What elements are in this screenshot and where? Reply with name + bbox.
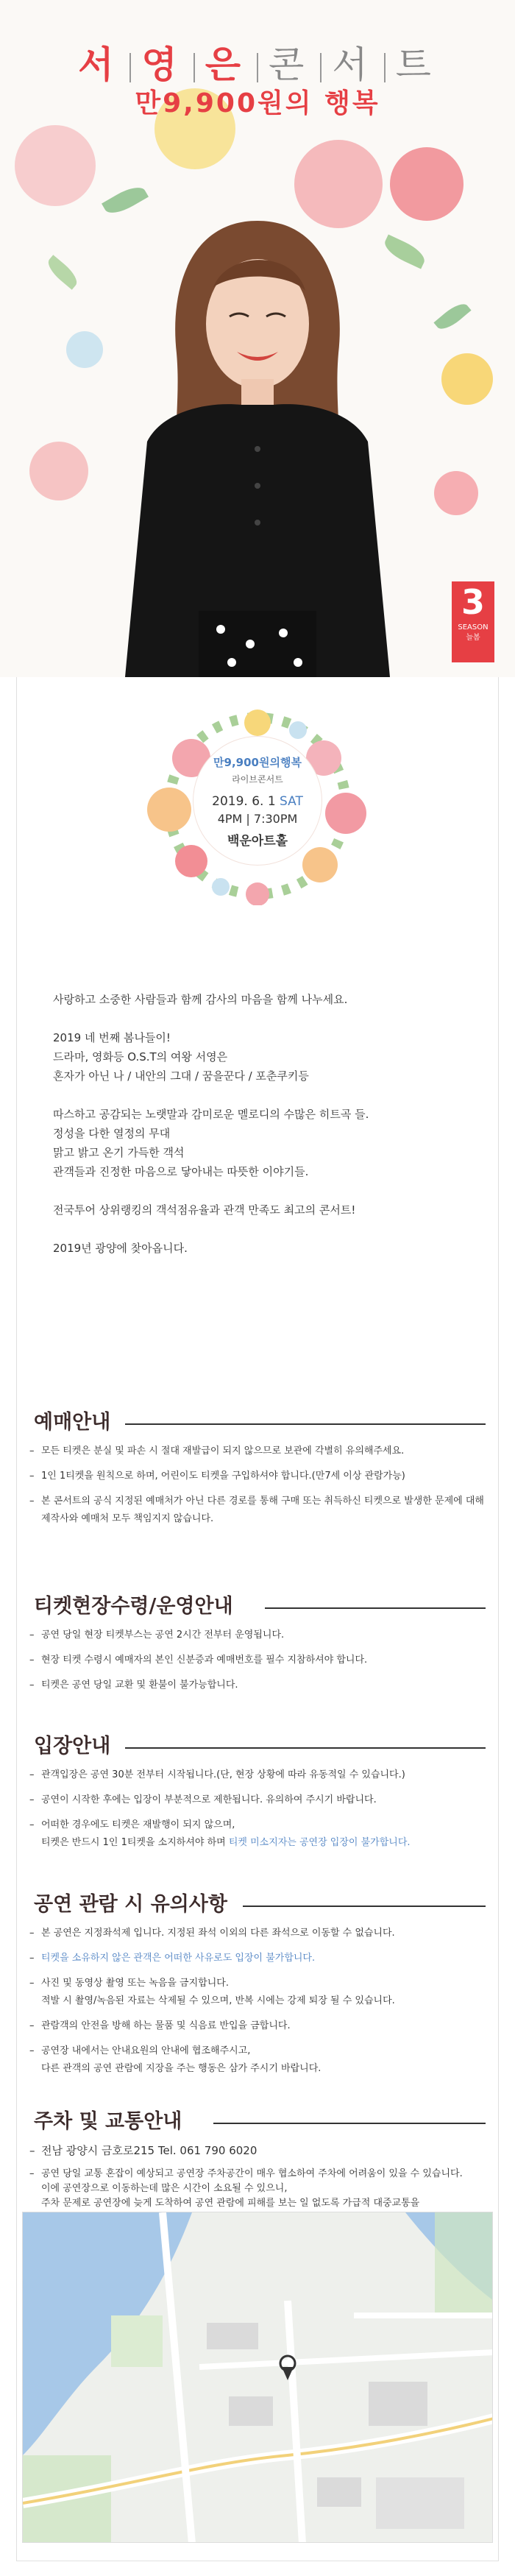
list-item: – 공연이 시작한 후에는 입장이 부분적으로 제한됩니다. 유의하여 주시기 바랍니다. — [29, 1791, 486, 1809]
section-ticket — [29, 1582, 486, 1702]
section-header — [29, 1582, 486, 1627]
event-subtitle: 라이브콘서트 — [232, 774, 283, 785]
list-item: – 관객입장은 공연 30분 전부터 시작됩니다.(단, 현장 상황에 따라 유동적일 수 있습니다.) — [29, 1766, 486, 1784]
hero-title — [0, 35, 515, 88]
section-body — [29, 1443, 486, 1528]
intro-closing: 2019년 광양에 찾아옵니다. — [53, 1242, 188, 1255]
list-item-line: 주차 문제로 공연장에 늦게 도착하여 공연 관람에 피해를 보는 일 없도록 가급적 대중교통을 — [41, 2198, 420, 2209]
season-caption: 늘봄 — [466, 634, 480, 642]
list-item: – 현장 티켓 수령시 예매자의 본인 신분증과 예매번호를 필수 지참하셔야 합니다. — [29, 1652, 486, 1669]
section-rule — [213, 2123, 486, 2124]
list-item: – 본 공연은 지정좌석제 입니다. 지정된 좌석 이외의 다른 좌석으로 이동할 수 없습니다. — [29, 1925, 486, 1942]
intro-line: 정성을 다한 열정의 무대 — [53, 1127, 171, 1140]
list-item-line: 공연 당일 교통 혼잡이 예상되고 공연장 주차공간이 매우 협소하여 주차에 어려움이 있을 수 있습니다. — [41, 2168, 463, 2179]
list-item-line: 적발 시 촬영/녹음된 자료는 삭제될 수 있으며, 반복 시에는 강제 퇴장 될 수 있습니다. — [41, 1995, 395, 2006]
event-venue: 백운아트홀 — [227, 834, 288, 849]
list-item — [29, 2042, 486, 2078]
section-title-text: 티켓현장수령/운영안내 — [34, 1595, 233, 1618]
section-title — [29, 1886, 232, 1918]
decor-flower — [15, 125, 96, 206]
list-item-line: 어떠한 경우에도 티켓은 재발행이 되지 않으며, — [41, 1819, 235, 1830]
section-title — [29, 2103, 186, 2135]
season-badge — [452, 581, 494, 662]
section-booking — [29, 1398, 486, 1535]
address-line: – 전남 광양시 금호로215 Tel. 061 790 6020 — [29, 2142, 486, 2159]
intro-lead: 사랑하고 소중한 사람들과 함께 감사의 마음을 함께 나누세요. — [53, 993, 348, 1006]
hero-title-char: 은 — [205, 43, 246, 86]
event-date-day: SAT — [280, 794, 303, 809]
decor-flower — [434, 471, 478, 515]
map-graphic — [23, 2212, 493, 2543]
list-item — [29, 1816, 486, 1852]
section-title-text: 공연 관람 시 유의사항 — [34, 1893, 227, 1916]
section-rule — [243, 1906, 486, 1907]
list-item: – 관람객의 안전을 방해 하는 물품 및 식음료 반입을 금합니다. — [29, 2017, 486, 2035]
intro-paragraph — [53, 1105, 465, 1181]
list-item: – 티켓은 공연 당일 교환 및 환불이 불가능합니다. — [29, 1677, 486, 1694]
hero-banner — [0, 0, 515, 677]
hero-title-char: 서 — [78, 43, 120, 86]
list-item: – 1인 1티켓을 원칙으로 하며, 어린이도 티켓을 구입하셔야 합니다.(만7세 이상 관람가능) — [29, 1468, 486, 1485]
warning-text: 티켓 미소지자는 공연장 입장이 불가합니다. — [228, 1837, 411, 1848]
list-item-line: 사진 및 동영상 촬영 또는 녹음을 금지합니다. — [41, 1978, 229, 1989]
section-header — [29, 1398, 486, 1443]
singer-photo — [103, 199, 412, 677]
section-title — [29, 1588, 238, 1620]
section-title — [29, 1728, 115, 1760]
intro-line: 따스하고 공감되는 노랫말과 감미로운 멜로디의 수많은 히트곡 들. — [53, 1108, 369, 1121]
list-item-warning: – 티켓을 소유하지 않은 관객은 어떠한 사유로도 입장이 불가합니다. — [29, 1950, 486, 1967]
decor-leaf — [43, 255, 81, 289]
decor-flower — [66, 331, 103, 368]
intro-line: 맑고 밝고 온기 가득한 객석 — [53, 1146, 185, 1159]
section-rule — [125, 1747, 486, 1749]
list-item-line: 공연장 내에서는 안내요원의 안내에 협조해주시고, — [41, 2045, 251, 2056]
section-title-text: 입장안내 — [34, 1735, 111, 1758]
intro-line: 드라마, 영화등 O.S.T의 여왕 서영은 — [53, 1050, 228, 1064]
decor-flower — [441, 353, 493, 405]
intro-highlight: 전국투어 상위랭킹의 객석점유율과 관객 만족도 최고의 콘서트! — [53, 1203, 356, 1217]
list-item: – 모든 티켓은 분실 및 파손 시 절대 재발급이 되지 않으므로 보관에 각별히 유의해주세요. — [29, 1443, 486, 1460]
section-header — [29, 2098, 486, 2142]
section-title-text: 주차 및 교통안내 — [34, 2110, 182, 2133]
event-title: 만9,900원의행복 — [213, 756, 302, 769]
intro-line: 혼자가 아닌 나 / 내안의 그대 / 꿈을꾼다 / 포춘쿠키등 — [53, 1069, 309, 1083]
season-number: 3 — [461, 582, 485, 622]
list-item: – 본 콘서트의 공식 지정된 예매처가 아닌 다른 경로를 통해 구매 또는 취득하신 티켓으로 발생한 문제에 대해 제작사와 예매처 모두 책임지지 않습니다. — [29, 1493, 486, 1528]
section-body — [29, 1766, 486, 1852]
list-item — [29, 1975, 486, 2010]
decor-flower — [29, 442, 88, 500]
event-date-main: 2019. 6. 1 — [212, 794, 276, 809]
season-label: SEASON — [458, 623, 489, 631]
intro-line: 2019 네 번째 봄나들이! — [53, 1031, 171, 1044]
list-item-line: 티켓은 반드시 1인 1티켓을 소지하셔야 하며 — [41, 1837, 229, 1848]
event-badge — [193, 736, 322, 866]
hero-title-char: 트 — [395, 43, 437, 86]
event-info — [0, 677, 515, 935]
intro-paragraph — [53, 1028, 465, 1086]
event-date — [193, 794, 322, 809]
list-item-line: 다른 관객의 공연 관람에 지장을 주는 행동은 삼가 주시기 바랍니다. — [41, 2063, 322, 2074]
intro-text — [53, 990, 465, 1277]
section-title — [29, 1404, 115, 1436]
intro-line: 관객들과 진정한 마음으로 닿아내는 따뜻한 이야기들. — [53, 1165, 309, 1178]
section-rule — [265, 1607, 486, 1609]
list-item: – 공연 당일 현장 티켓부스는 공연 2시간 전부터 운영됩니다. — [29, 1627, 486, 1644]
hero-title-char: 콘 — [269, 43, 310, 86]
list-item-line: 이에 공연장으로 이동하는데 많은 시간이 소요될 수 있으니, — [41, 2183, 288, 2194]
section-header — [29, 1880, 486, 1925]
section-header — [29, 1722, 486, 1766]
location-map[interactable] — [22, 2212, 493, 2543]
section-entry — [29, 1722, 486, 1859]
hero-title-char: 영 — [141, 43, 183, 86]
section-notice — [29, 1880, 486, 2085]
section-body — [29, 1627, 486, 1694]
decor-leaf — [433, 299, 471, 333]
section-title-text: 예매안내 — [34, 1411, 111, 1434]
hero-subtitle: 만9,900원의 행복 — [135, 88, 380, 118]
section-body — [29, 1925, 486, 2078]
hero-title-char: 서 — [332, 43, 374, 86]
event-times: 4PM | 7:30PM — [217, 812, 298, 826]
section-rule — [125, 1423, 486, 1425]
